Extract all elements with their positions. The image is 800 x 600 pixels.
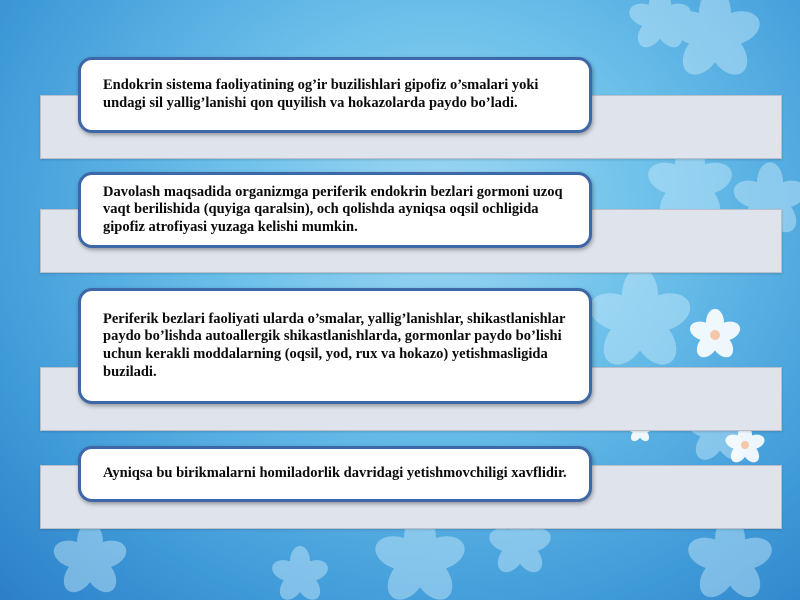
card-text: Davolash maqsadida organizmga periferik endokrin bezlari gormoni uzoq vaqt berilishida (quyiga qaralsin), och qolishda ayniqsa oqsil ochligida gipofiz atrofiyasi yuzaga kelishi mumkin.: [103, 183, 563, 235]
card-text: Periferik bezlari faoliyati ularda o’smalar, yallig’lanishlar, shikastlanishlar paydo bo’lishda autoallergik shikastlanishlarda, gormonlar paydo bo’lishi uchun kerakli moddalarning (oqsil, yod, rux va hokazo) yetishmasligida buziladi.: [103, 310, 566, 380]
card-text: Endokrin sistema faoliyatining og’ir buzilishlari gipofiz o’smalari yoki undagi sil yallig’lanishi qon quyilish va hokazolarda paydo bo’ladi.: [103, 77, 539, 111]
text-card-3: [78, 288, 592, 404]
card-text: Ayniqsa bu birikmalarni homiladorlik davridagi yetishmovchiligi xavflidir.: [103, 465, 567, 482]
text-card-1: [78, 57, 592, 133]
text-card-4: [78, 446, 592, 502]
text-card-2: [78, 172, 592, 248]
